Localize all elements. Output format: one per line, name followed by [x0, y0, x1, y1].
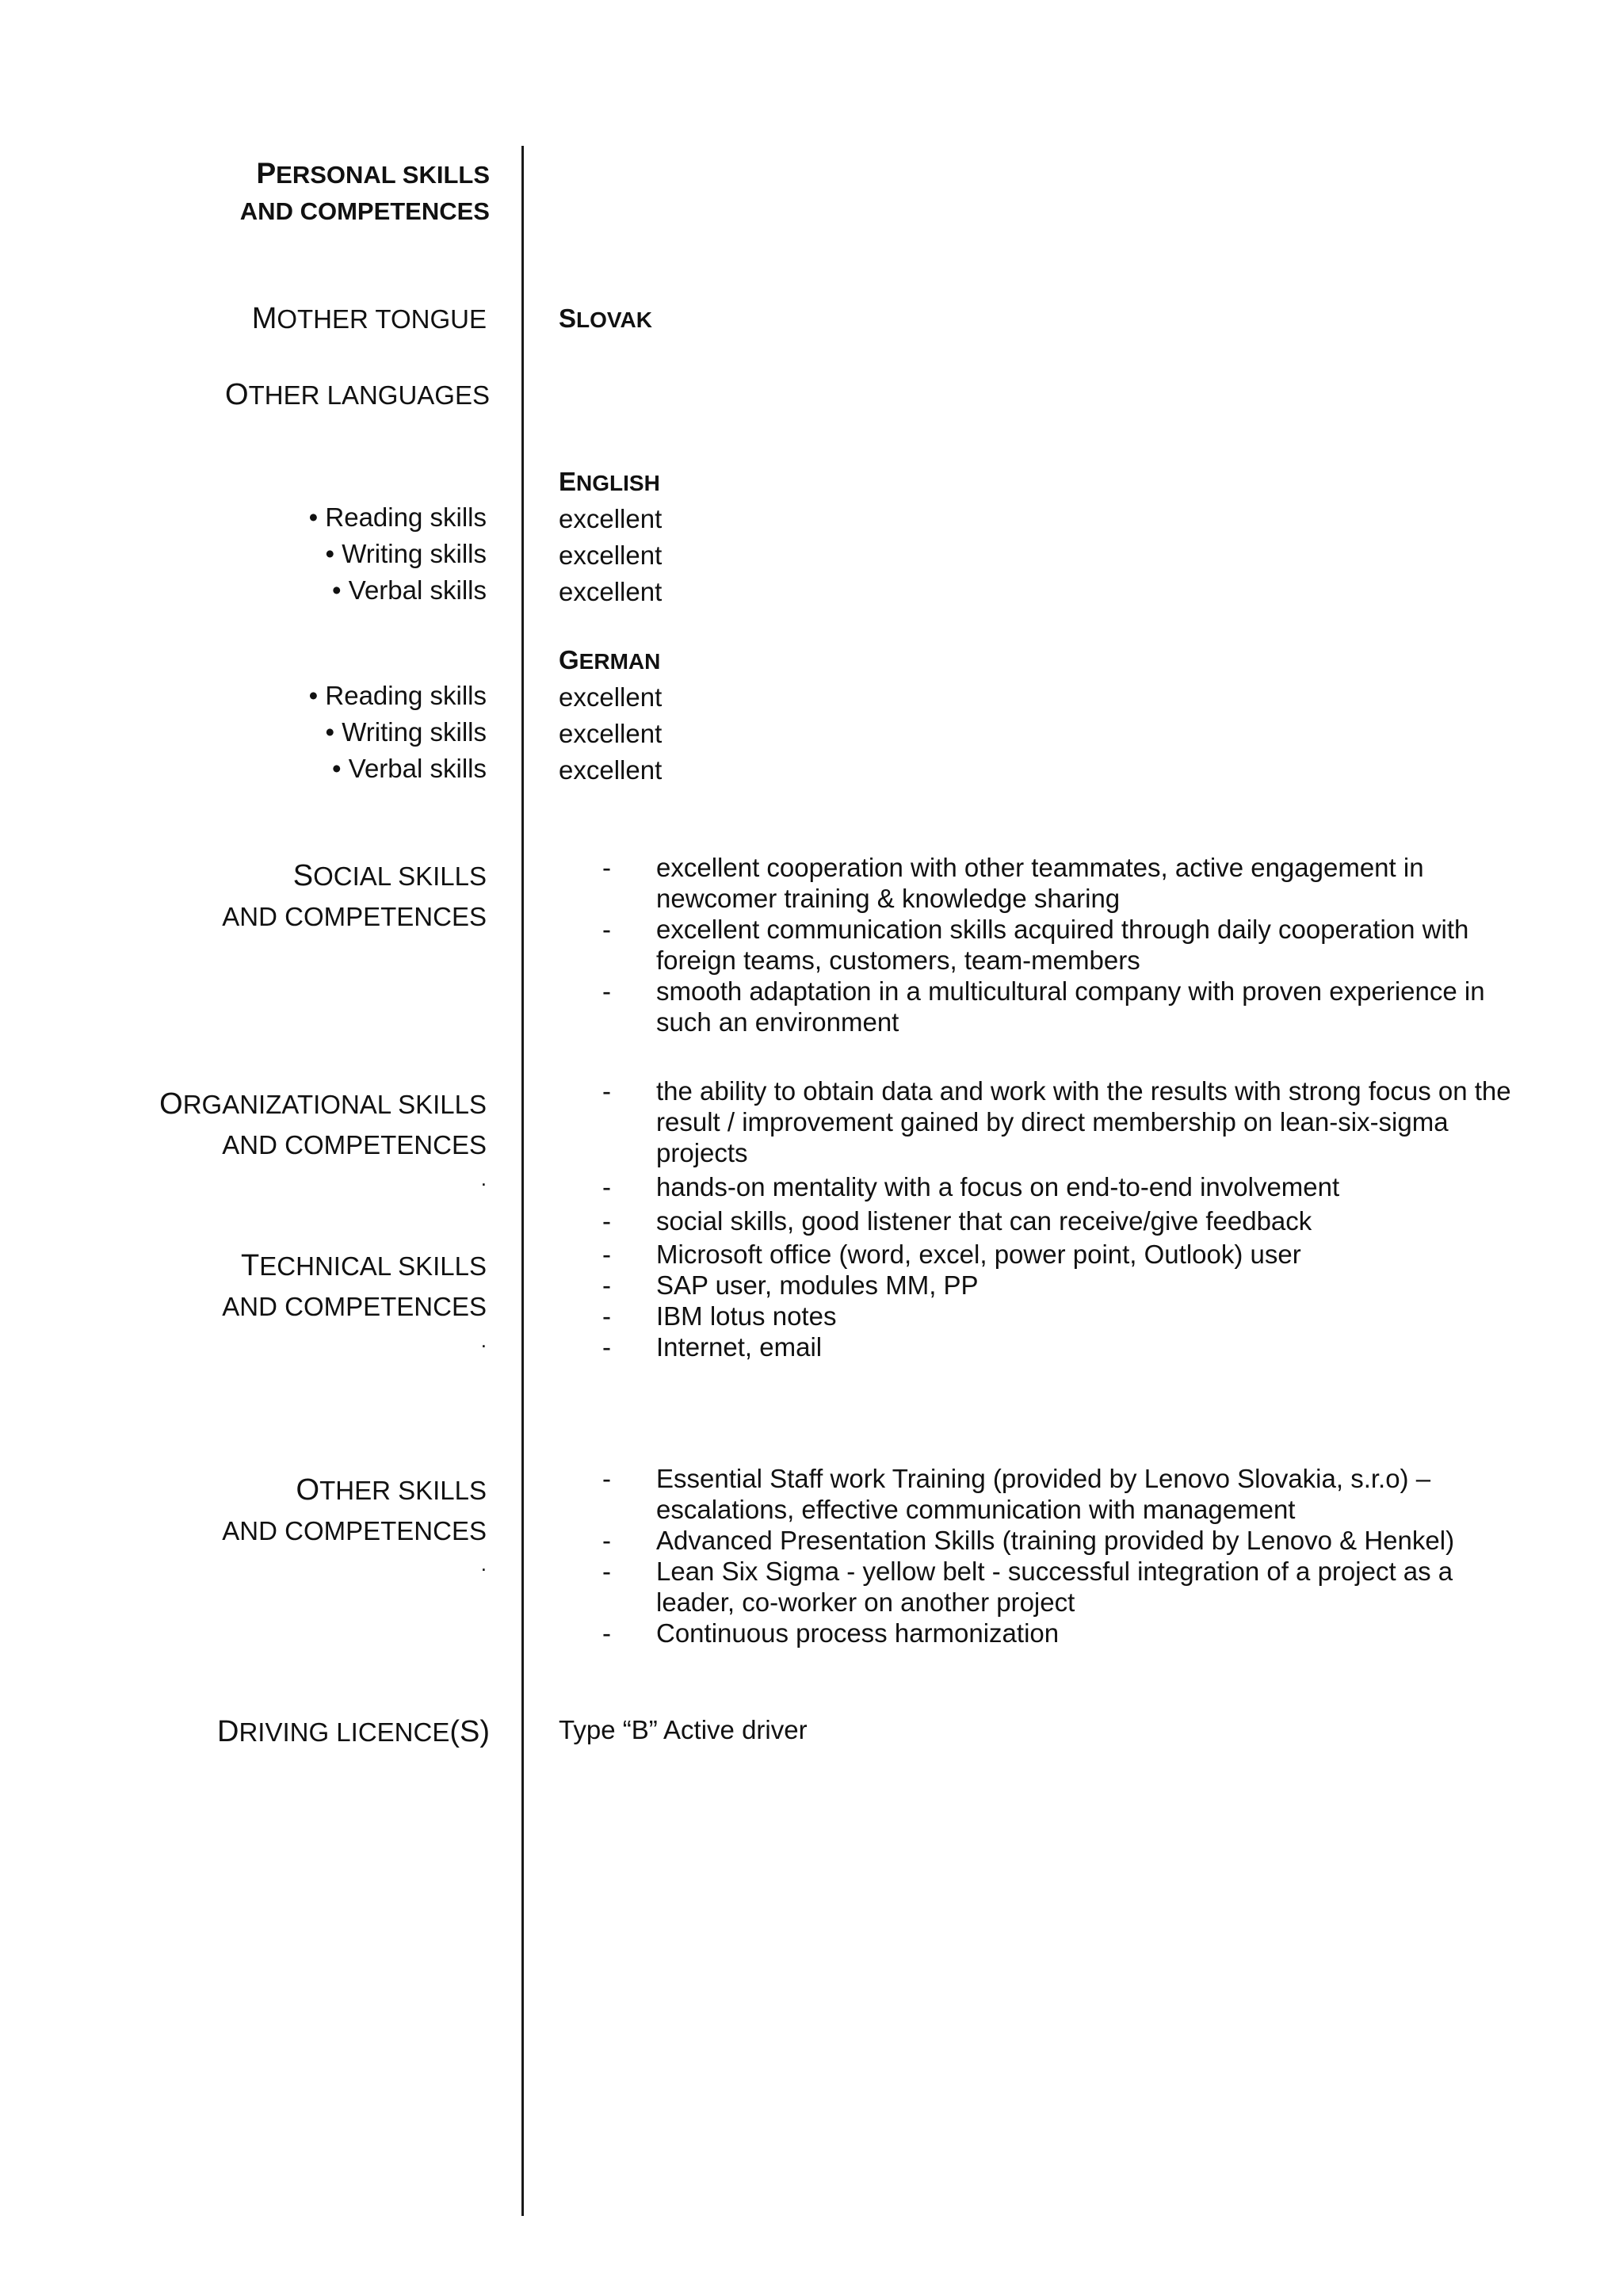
driving-licence-label: DRIVING LICENCE(S) — [217, 1715, 490, 1748]
other-skills-list — [602, 1463, 1522, 1648]
english-writing-value: excellent — [559, 541, 663, 570]
list-item: - Microsoft office (word, excel, power point, Outlook) user — [602, 1239, 1522, 1270]
english-verbal-value: excellent — [559, 577, 663, 606]
list-item: - excellent communication skills acquired through daily cooperation with foreign teams, customers, team-members — [602, 914, 1522, 976]
list-item: - Continuous process harmonization — [602, 1618, 1522, 1648]
language-name-german: GERMAN — [559, 645, 661, 674]
organizational-skills-list — [602, 1075, 1522, 1240]
english-reading-value: excellent — [559, 504, 663, 533]
technical-skills-label-line2: AND COMPETENCES — [222, 1292, 487, 1321]
list-item: - smooth adaptation in a multicultural company with proven experience in such an environment — [602, 976, 1522, 1037]
social-skills-label-line1: SOCIAL SKILLS — [292, 859, 487, 892]
technical-skills-label — [222, 1246, 487, 1327]
social-skills-list — [602, 852, 1522, 1037]
other-skills-label-line1: OTHER SKILLS — [296, 1473, 487, 1507]
list-item: - Advanced Presentation Skills (training provided by Lenovo & Henkel) — [602, 1525, 1522, 1556]
technical-dot: . — [480, 1328, 487, 1352]
list-item: - the ability to obtain data and work with the results with strong focus on the result / improvement gained by direct membership on lean-six-sigma projects — [602, 1075, 1522, 1168]
list-item: - hands-on mentality with a focus on end-to-end involvement — [602, 1171, 1522, 1202]
language-name-english: ENGLISH — [559, 467, 660, 496]
german-reading-label: • Reading skills — [308, 681, 487, 710]
german-verbal-value: excellent — [559, 755, 663, 785]
english-reading-label: • Reading skills — [308, 502, 487, 532]
other-skills-label — [222, 1470, 487, 1551]
technical-skills-label-line1: TECHNICAL SKILLS — [241, 1249, 487, 1282]
organizational-skills-label-line1: ORGANIZATIONAL SKILLS — [159, 1087, 487, 1121]
driving-licence-value: Type “B” Active driver — [559, 1715, 808, 1744]
other-skills-label-line2: AND COMPETENCES — [222, 1516, 487, 1545]
section-title-line1: PERSONAL SKILLS — [256, 157, 490, 189]
list-item: - SAP user, modules MM, PP — [602, 1270, 1522, 1301]
technical-skills-list — [602, 1239, 1522, 1362]
german-verbal-label: • Verbal skills — [332, 754, 487, 783]
english-verbal-label: • Verbal skills — [332, 575, 487, 605]
column-divider — [521, 146, 524, 2216]
list-item: - excellent cooperation with other teammates, active engagement in newcomer training & knowledge sharing — [602, 852, 1522, 914]
social-skills-label — [222, 856, 487, 937]
mother-tongue-value: SLOVAK — [559, 304, 652, 333]
organizational-dot: . — [480, 1167, 487, 1190]
english-writing-label: • Writing skills — [325, 539, 487, 568]
german-writing-label: • Writing skills — [325, 717, 487, 747]
other-languages-label: OTHER LANGUAGES — [225, 378, 490, 411]
section-title-personal-skills — [240, 155, 490, 230]
list-item: - Internet, email — [602, 1331, 1522, 1362]
list-item: - Lean Six Sigma - yellow belt - successful integration of a project as a leader, co-worker on another project — [602, 1556, 1522, 1618]
list-item: - Essential Staff work Training (provided by Lenovo Slovakia, s.r.o) – escalations, effective communication with management — [602, 1463, 1522, 1525]
section-title-line2: AND COMPETENCES — [239, 197, 490, 225]
german-reading-value: excellent — [559, 682, 663, 712]
german-writing-value: excellent — [559, 719, 663, 748]
list-item: - social skills, good listener that can receive/give feedback — [602, 1205, 1522, 1236]
mother-tongue-label: MOTHER TONGUE — [251, 302, 487, 335]
social-skills-label-line2: AND COMPETENCES — [222, 902, 487, 931]
organizational-skills-label-line2: AND COMPETENCES — [222, 1130, 487, 1159]
other-skills-dot: . — [480, 1552, 487, 1576]
list-item: - IBM lotus notes — [602, 1301, 1522, 1331]
organizational-skills-label — [159, 1084, 487, 1165]
